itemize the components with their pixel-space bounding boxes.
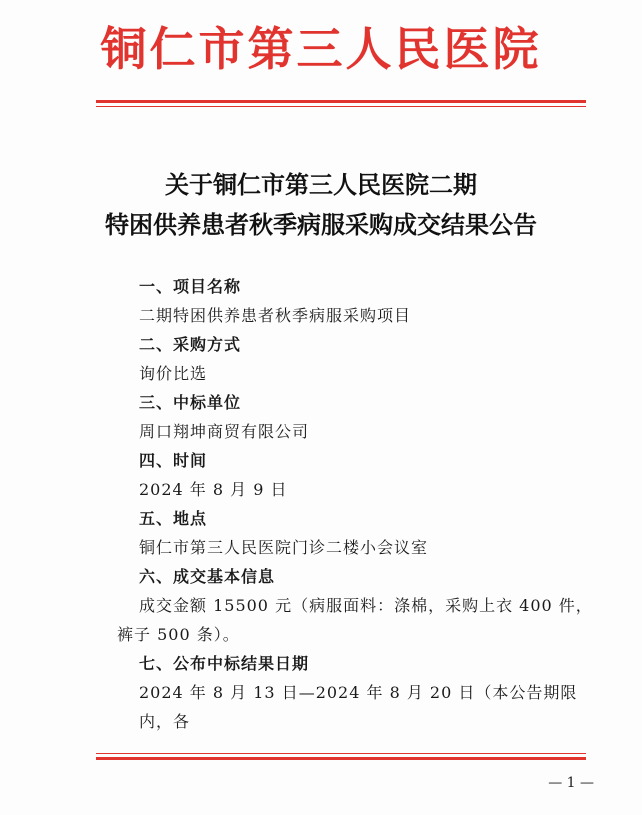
section-heading-winning-bidder: 三、中标单位	[139, 393, 242, 412]
document-title-line2: 特困供养患者秋季病服采购成交结果公告	[105, 210, 537, 239]
section-body-location: 铜仁市第三人民医院门诊二楼小会议室	[139, 538, 429, 557]
document-body	[117, 272, 602, 731]
document-title-line1: 关于铜仁市第三人民医院二期	[165, 170, 477, 199]
section-body-publication-date: 2024 年 8 月 13 日—2024 年 8 月 20 日（本公告期限内，各	[139, 683, 578, 731]
section-body-deal-info: 成交金额 15500 元（病服面料：涤棉，采购上衣 400 件，裤子 500 条）。	[117, 596, 593, 644]
section-body-winning-bidder: 周口翔坤商贸有限公司	[139, 422, 310, 441]
footer-rule-thick	[96, 757, 586, 760]
page-number: — 1 —	[548, 775, 594, 791]
header-rule-thin	[96, 106, 586, 107]
section-body-time: 2024 年 8 月 9 日	[139, 480, 288, 499]
section-heading-time: 四、时间	[139, 451, 208, 470]
section-body-project-name: 二期特困供养患者秋季病服采购项目	[139, 306, 412, 325]
red-header-org-name: 铜仁市第三人民医院	[100, 22, 542, 76]
section-body-procurement-method: 询价比选	[139, 364, 208, 383]
header-rule-thick	[96, 100, 586, 103]
section-heading-project-name: 一、项目名称	[139, 277, 242, 296]
section-heading-deal-info: 六、成交基本信息	[139, 567, 276, 586]
section-heading-procurement-method: 二、采购方式	[139, 335, 242, 354]
section-heading-publication-date: 七、公布中标结果日期	[139, 654, 310, 673]
section-heading-location: 五、地点	[139, 509, 208, 528]
footer-rule-thin	[96, 753, 586, 754]
